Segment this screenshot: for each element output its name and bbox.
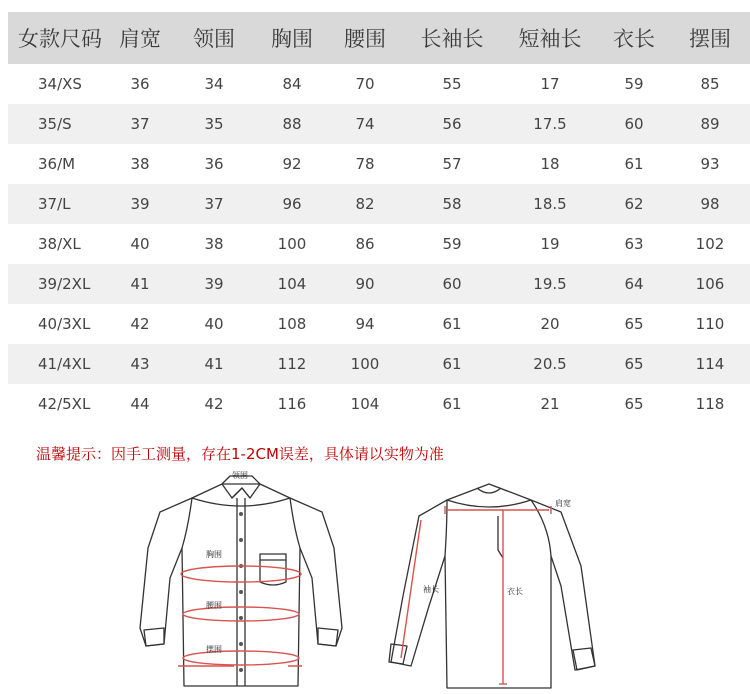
cell-size: 36/M: [38, 155, 76, 173]
cell-long-sleeve: 55: [442, 75, 462, 93]
table-row: [8, 224, 750, 264]
cell-size: 41/4XL: [8, 344, 108, 384]
table-row: [8, 264, 750, 304]
cell-chest: 116: [277, 395, 307, 413]
cell-collar: 38: [204, 235, 224, 253]
cell-shoulder: 38: [130, 155, 150, 173]
cell-collar: 35: [172, 104, 256, 144]
cell-hem: 110: [695, 315, 725, 333]
col-header-size: 女款尺码: [8, 12, 108, 64]
cell-hem: 85: [700, 75, 720, 93]
table-row: [8, 64, 750, 104]
cell-chest: 92: [282, 155, 302, 173]
side-shirt-drawing: [385, 476, 605, 694]
cell-shoulder: 37: [108, 104, 172, 144]
collar-label: 领围: [232, 471, 248, 480]
table-row: [8, 104, 750, 144]
cell-chest: 100: [277, 235, 307, 253]
cell-chest: 108: [277, 315, 307, 333]
cell-size: 35/S: [8, 104, 108, 144]
cell-short-sleeve: 17: [540, 75, 560, 93]
cell-short-sleeve: 20.5: [502, 344, 598, 384]
side-shirt-diagram: [385, 476, 605, 694]
cell-hem: 114: [670, 344, 750, 384]
cell-size: 40/3XL: [38, 315, 91, 333]
cell-length: 61: [624, 155, 644, 173]
cell-waist: 74: [328, 104, 402, 144]
table-body: [8, 64, 750, 424]
col-header-short-sleeve: 短袖长: [502, 12, 598, 64]
cell-size: 39/2XL: [8, 264, 108, 304]
cell-collar: 40: [204, 315, 224, 333]
cell-shoulder: 40: [130, 235, 150, 253]
cell-long-sleeve: 57: [442, 155, 462, 173]
cell-long-sleeve: 59: [442, 235, 462, 253]
col-header-hem: 摆围: [670, 12, 750, 64]
table-row: [8, 144, 750, 184]
cell-long-sleeve: 61: [442, 395, 462, 413]
cell-size: 42/5XL: [38, 395, 91, 413]
cell-short-sleeve: 17.5: [502, 104, 598, 144]
cell-long-sleeve: 58: [402, 184, 502, 224]
cell-waist: 78: [355, 155, 375, 173]
cell-collar: 39: [172, 264, 256, 304]
cell-length: 64: [598, 264, 670, 304]
cell-hem: 98: [670, 184, 750, 224]
cell-collar: 41: [172, 344, 256, 384]
cell-waist: 104: [350, 395, 380, 413]
chest-label: 胸围: [206, 550, 222, 559]
cell-hem: 102: [695, 235, 725, 253]
cell-waist: 90: [328, 264, 402, 304]
hem-label: 摆围: [206, 645, 222, 654]
cell-collar: 36: [204, 155, 224, 173]
cell-shoulder: 43: [108, 344, 172, 384]
table-header-row: [8, 12, 750, 64]
cell-shoulder: 36: [130, 75, 150, 93]
cell-shoulder: 42: [130, 315, 150, 333]
cell-chest: 112: [256, 344, 328, 384]
cell-length: 59: [624, 75, 644, 93]
cell-waist: 82: [328, 184, 402, 224]
size-table: [8, 12, 750, 424]
cell-hem: 118: [695, 395, 725, 413]
cell-hem: 89: [670, 104, 750, 144]
cell-chest: 88: [256, 104, 328, 144]
cell-collar: 42: [204, 395, 224, 413]
cell-chest: 104: [256, 264, 328, 304]
col-header-waist: 腰围: [328, 12, 402, 64]
col-header-length: 衣长: [598, 12, 670, 64]
col-header-long-sleeve: 长袖长: [402, 12, 502, 64]
cell-short-sleeve: 21: [540, 395, 560, 413]
cell-size: 38/XL: [38, 235, 81, 253]
cell-short-sleeve: 19: [540, 235, 560, 253]
cell-shoulder: 44: [130, 395, 150, 413]
table-row: [8, 304, 750, 344]
waist-label: 腰围: [206, 601, 222, 610]
table-row: [8, 344, 750, 384]
cell-shoulder: 39: [108, 184, 172, 224]
cell-waist: 86: [355, 235, 375, 253]
cell-chest: 84: [282, 75, 302, 93]
front-shirt-diagram: [138, 468, 370, 694]
front-shirt-drawing: [138, 468, 370, 694]
cell-length: 65: [624, 315, 644, 333]
cell-length: 65: [624, 395, 644, 413]
col-header-shoulder: 肩宽: [108, 12, 172, 64]
cell-short-sleeve: 19.5: [502, 264, 598, 304]
cell-chest: 96: [256, 184, 328, 224]
cell-waist: 94: [355, 315, 375, 333]
cell-length: 65: [598, 344, 670, 384]
sleeve-label: 袖长: [423, 585, 439, 594]
cell-length: 60: [598, 104, 670, 144]
cell-long-sleeve: 61: [442, 315, 462, 333]
cell-short-sleeve: 18.5: [502, 184, 598, 224]
cell-size: 37/L: [8, 184, 108, 224]
col-header-collar: 领围: [172, 12, 256, 64]
cell-length: 62: [598, 184, 670, 224]
cell-size: 34/XS: [38, 75, 82, 93]
cell-long-sleeve: 61: [402, 344, 502, 384]
cell-collar: 34: [204, 75, 224, 93]
cell-short-sleeve: 20: [540, 315, 560, 333]
measurement-warning: 温馨提示：因手工测量，存在1-2CM误差，具体请以实物为准: [36, 445, 444, 463]
cell-hem: 106: [670, 264, 750, 304]
cell-shoulder: 41: [108, 264, 172, 304]
cell-waist: 100: [328, 344, 402, 384]
cell-collar: 37: [172, 184, 256, 224]
col-header-chest: 胸围: [256, 12, 328, 64]
cell-long-sleeve: 60: [402, 264, 502, 304]
cell-hem: 93: [700, 155, 720, 173]
cell-short-sleeve: 18: [540, 155, 560, 173]
cell-long-sleeve: 56: [402, 104, 502, 144]
table-row: [8, 384, 750, 424]
cell-waist: 70: [355, 75, 375, 93]
table-row: [8, 184, 750, 224]
cell-length: 63: [624, 235, 644, 253]
length-label: 衣长: [507, 587, 523, 596]
shoulder-label: 肩宽: [555, 499, 571, 508]
